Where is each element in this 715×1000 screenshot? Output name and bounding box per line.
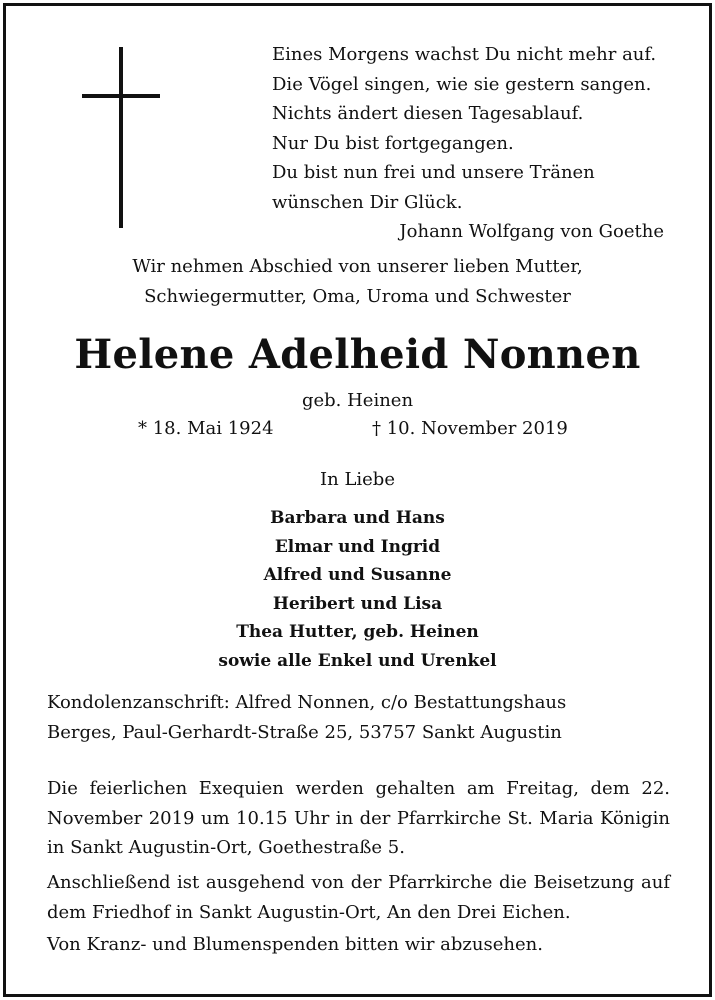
farewell-intro-line: Schwiegermutter, Oma, Uroma und Schwester bbox=[144, 286, 571, 307]
birth-date: * 18. Mai 1924 bbox=[138, 418, 274, 439]
mourner-entry: Thea Hutter, geb. Heinen bbox=[236, 622, 479, 642]
cross-vertical-bar bbox=[119, 47, 123, 228]
poem-author: Johann Wolfgang von Goethe bbox=[399, 221, 664, 242]
mourner-entry: Alfred und Susanne bbox=[263, 565, 452, 585]
poem-line: wünschen Dir Glück. bbox=[272, 191, 463, 213]
poem-line: Nur Du bist fortgegangen. bbox=[272, 132, 514, 154]
cross-horizontal-bar bbox=[82, 94, 160, 98]
poem-line: Du bist nun frei und unsere Tränen bbox=[272, 162, 595, 183]
deceased-name: Helene Adelheid Nonnen bbox=[74, 331, 641, 378]
condolence-line: Kondolenzanschrift: Alfred Nonnen, c/o Bestattungshaus bbox=[47, 692, 567, 713]
condolence-line: Berges, Paul-Gerhardt-Straße 25, 53757 Sankt Augustin bbox=[47, 721, 562, 743]
poem-line: Nichts ändert diesen Tagesablauf. bbox=[272, 103, 584, 124]
mourner-entry: Elmar und Ingrid bbox=[274, 536, 441, 557]
poem-line: Eines Morgens wachst Du nicht mehr auf. bbox=[272, 44, 657, 65]
poem-line: Die Vögel singen, wie sie gestern sangen. bbox=[272, 73, 652, 95]
farewell-intro bbox=[0, 252, 715, 312]
flowers-note: Von Kranz- und Blumenspenden bitten wir abzusehen. bbox=[47, 934, 543, 955]
condolence-address bbox=[47, 688, 671, 747]
mourner-entry: Barbara und Hans bbox=[270, 508, 445, 528]
birth-name: geb. Heinen bbox=[301, 390, 414, 411]
death-date: † 10. November 2019 bbox=[372, 418, 568, 439]
mourner-entry: Heribert und Lisa bbox=[272, 593, 443, 614]
poem bbox=[272, 40, 672, 247]
farewell-intro-line: Wir nehmen Abschied von unserer lieben Mutter, bbox=[132, 256, 583, 277]
service-details: Die feierlichen Exequien werden gehalten am Freitag, dem 22. November 2019 um 10.15 Uhr in der Pfarrkirche St. Maria Königin in Sankt Augustin-Ort, Goethestraße 5. bbox=[47, 778, 670, 858]
mourner-entry: sowie alle Enkel und Urenkel bbox=[218, 650, 497, 671]
burial-details: Anschließend ist ausgehend von der Pfarrkirche die Beisetzung auf dem Friedhof in Sankt Augustin-Ort, An den Drei Eichen. bbox=[47, 872, 670, 923]
mourners-list bbox=[0, 504, 715, 675]
in-love-label: In Liebe bbox=[320, 469, 395, 490]
